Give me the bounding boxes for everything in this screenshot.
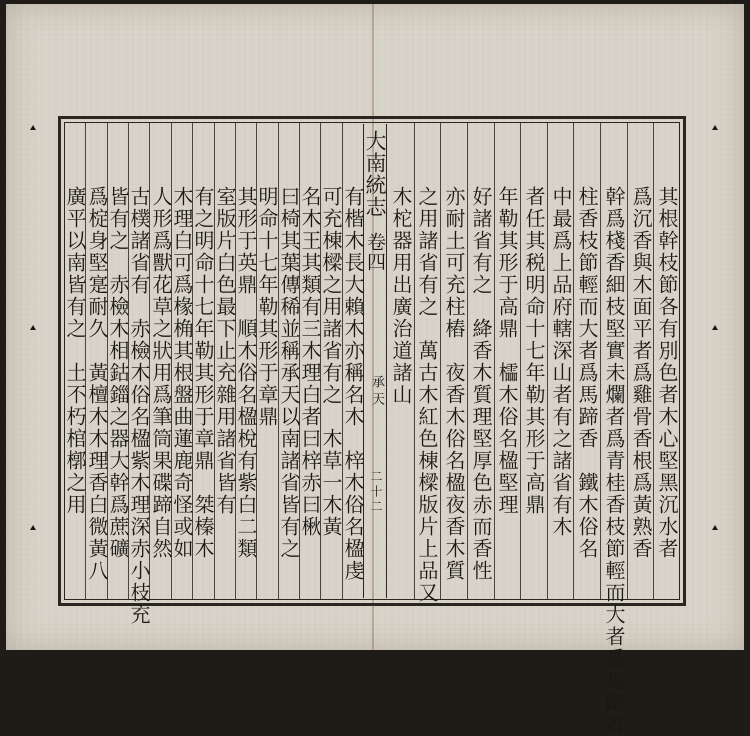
text-column: 曰椅其葉傳稀並稱承天以南諸省皆有之 xyxy=(277,186,301,560)
text-column: 柱香枝節輕而大者爲馬蹄香 鐵木俗名 xyxy=(575,186,599,560)
corner-mark xyxy=(712,325,718,330)
text-column: 年勒其形于高鼎 櫺木俗名楹堅理 xyxy=(495,186,519,516)
corner-mark xyxy=(712,125,718,130)
text-column: 者任其税明命十七年勒其形于高鼎 xyxy=(522,186,546,516)
text-column: 爲沉香與木面平者爲雞骨香根爲黃熟香 xyxy=(629,186,653,560)
text-column: 亦耐土可充柱樁 夜香木俗名楹夜香木質 xyxy=(442,186,466,582)
text-column: 其形于英鼎 順木俗名楹梲有紫白二類 xyxy=(234,186,258,560)
text-column: 之用諸省有之 萬古木紅色棟樑版片上品又 xyxy=(415,186,439,604)
corner-mark xyxy=(712,525,718,530)
text-column: 可充棟樑之用諸省有之 木草一木黃 xyxy=(319,186,343,538)
corner-mark xyxy=(30,125,36,130)
text-column: 室版片白色最下止充雜用諸省皆有 xyxy=(213,186,237,516)
text-column: 有之明命十七年勒其形于章鼎 桀榛木 xyxy=(191,186,215,560)
text-column: 幹爲棧香細枝堅實未爛者爲青桂香枝節輕而大者爲馬蹄香 xyxy=(602,186,626,736)
text-column: 好諸省有之 絳香木質理堅厚色赤而香性 xyxy=(469,186,493,582)
text-column: 明命十七年勒其形于章鼎 xyxy=(255,186,279,428)
page-number: 二十二 xyxy=(369,470,383,515)
text-column: 中最爲上品府轄深山者有之諸省有木 xyxy=(549,186,573,538)
text-column: 其根幹枝節各有別色者木心堅黑沉水者 xyxy=(655,186,679,560)
text-column: 廣平以南皆有之 土不朽棺槨之用 xyxy=(63,186,87,516)
text-column: 木理白可爲椽桷其根盤曲蓮鹿奇怪或如 xyxy=(170,186,194,560)
corner-mark xyxy=(30,325,36,330)
text-column: 人形爲獸花草之狀用爲筆筒果碟蹄自然 xyxy=(149,186,173,560)
text-column: 木柁器用出廣治道諸山 xyxy=(389,186,413,406)
volume-label: 卷四 xyxy=(364,232,386,272)
text-column: 名木王其類有三木理白者曰梓赤曰楸 xyxy=(298,186,322,538)
section-label: 承天 xyxy=(369,375,384,409)
book-title: 大南統志 xyxy=(363,130,387,218)
text-column: 有楷木長大賴木亦稱名木 梓木俗名楹虔 xyxy=(341,186,365,582)
text-column: 古樸諸省有 赤檢木俗名楹紫木理深赤小枝充 xyxy=(127,186,151,626)
text-column: 皆有之 赤檢木相鈷鍿之器大幹爲蔗礦 xyxy=(106,186,130,560)
text-column: 爲椗身堅寔耐久 黃檀木木理香白微黃八 xyxy=(85,186,109,582)
corner-mark xyxy=(30,525,36,530)
